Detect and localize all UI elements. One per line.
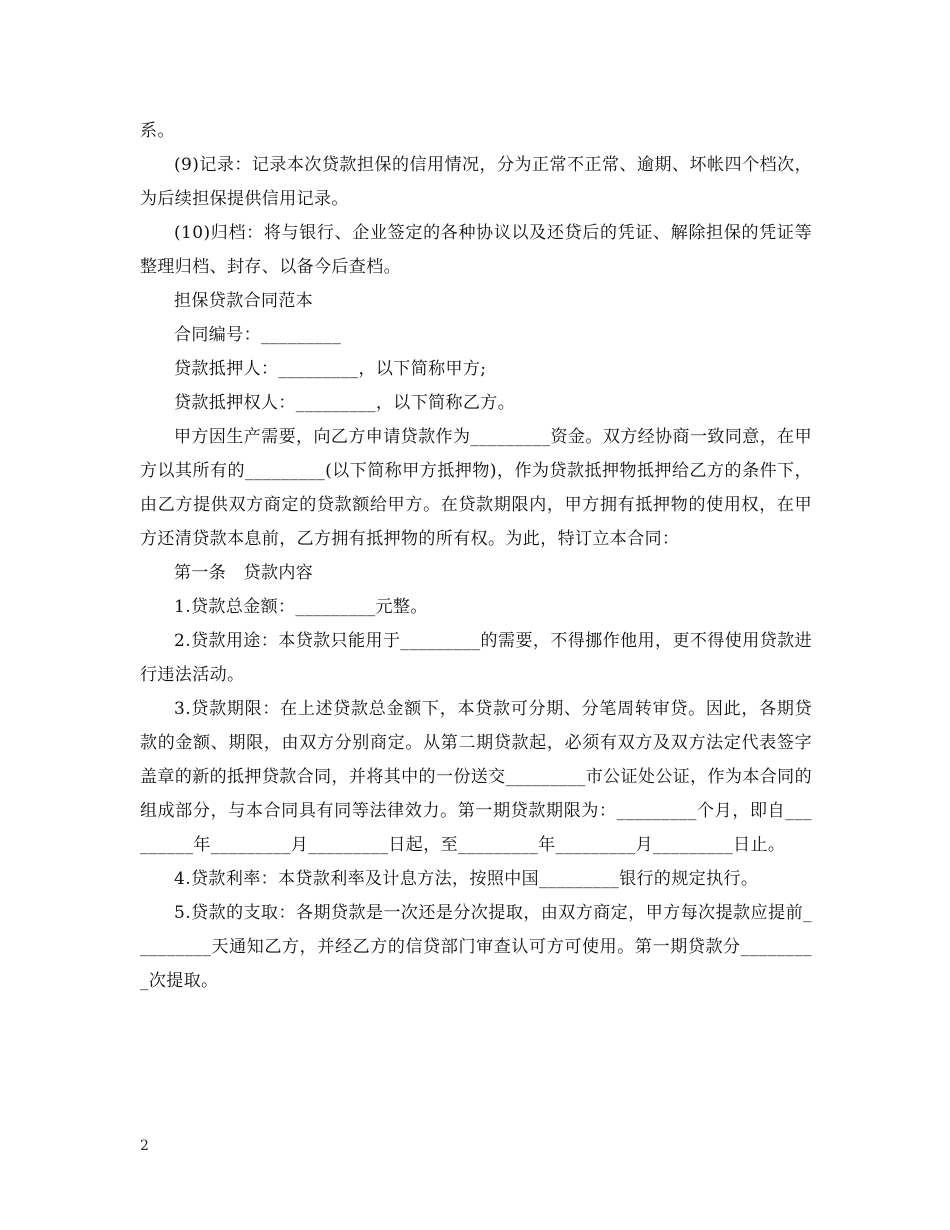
page-number: 2 <box>140 1138 149 1154</box>
paragraph: 1.贷款总金额：_________元整。 <box>174 597 428 617</box>
paragraph: 甲方因生产需要，向乙方申请贷款作为_________资金。双方经协商一致同意，在甲方以其所有的_________(以下简称甲方抵押物)，作为贷款抵押物抵押给乙方的条件下，由乙方提供双方商定的贷款额给甲方。在贷款期限内，甲方拥有抵押物的使用权，在甲方还清贷款本息前，乙方拥有抵押物的所有权。为此，特订立本合同： <box>140 427 812 549</box>
paragraph: 2.贷款用途：本贷款只能用于_________的需要，不得挪作他用，更不得使用贷款进行违法活动。 <box>140 631 812 685</box>
paragraph: 系。 <box>140 121 175 141</box>
paragraph: 合同编号：_________ <box>174 325 342 345</box>
paragraph: 3.贷款期限：在上述贷款总金额下，本贷款可分期、分笔周转审贷。因此，各期贷款的金额、期限，由双方分别商定。从第二期贷款起，必须有双方及双方法定代表签字盖章的新的抵押贷款合同，并将其中的一份送交_________市公证处公证，作为本合同的组成部分，与本合同具有同等法律效力。第一期贷款期限为：_________个月，即自_________年_________月_________日起，至_________年_________月_________日止。 <box>140 699 812 855</box>
paragraph: (9)记录：记录本次贷款担保的信用情况，分为正常不正常、逾期、坏帐四个档次，为后续担保提供信用记录。 <box>140 155 812 209</box>
document-body <box>140 114 812 998</box>
paragraph: 5.贷款的支取：各期贷款是一次还是分次提取，由双方商定，甲方每次提款应提前_________天通知乙方，并经乙方的信贷部门审查认可方可使用。第一期贷款分_________次提取。 <box>140 903 812 991</box>
paragraph: 4.贷款利率：本贷款利率及计息方法，按照中国_________银行的规定执行。 <box>174 869 759 889</box>
section-heading: 担保贷款合同范本 <box>174 291 314 311</box>
paragraph: (10)归档：将与银行、企业签定的各种协议以及还贷后的凭证、解除担保的凭证等整理归档、封存、以备今后查档。 <box>140 223 812 277</box>
article-heading: 第一条 贷款内容 <box>174 563 314 583</box>
paragraph: 贷款抵押人：_________，以下简称甲方; <box>174 359 487 379</box>
paragraph: 贷款抵押权人：_________，以下简称乙方。 <box>174 393 516 413</box>
